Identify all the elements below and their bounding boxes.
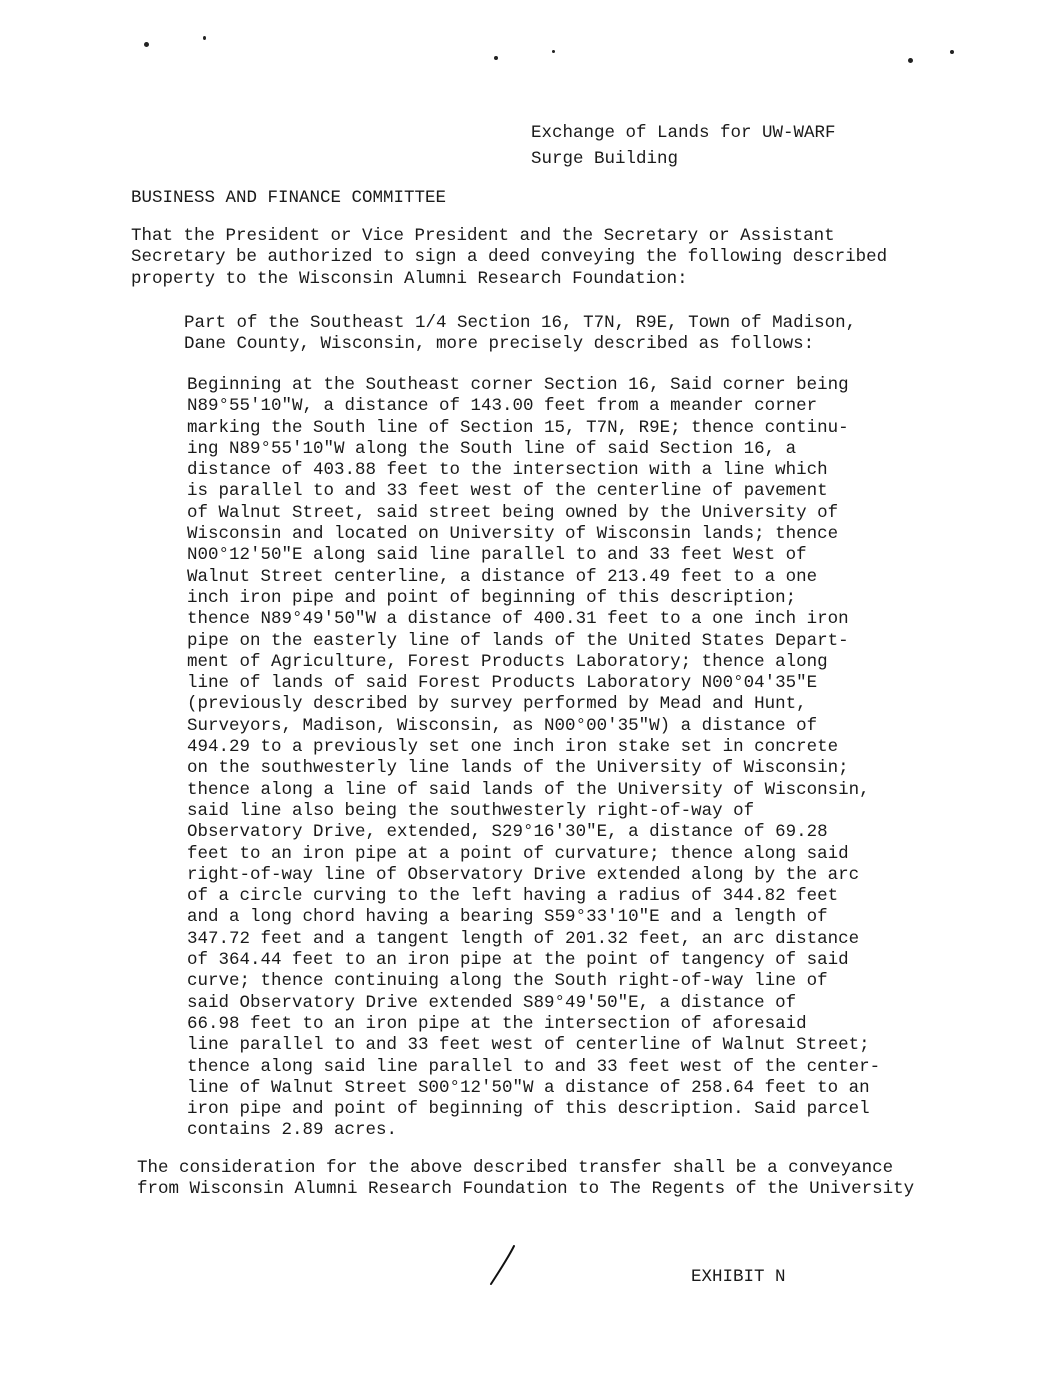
legal-line: distance of 403.88 feet to the intersection with a line which (187, 460, 828, 481)
legal-line: N89°55'10"W, a distance of 143.00 feet from a meander corner (187, 396, 818, 417)
property-line: Part of the Southeast 1/4 Section 16, T7N, R9E, Town of Madison, (184, 313, 857, 333)
exhibit-label: EXHIBIT N (691, 1267, 786, 1287)
scan-speck (203, 36, 206, 40)
title-line-1: Exchange of Lands for UW-WARF (531, 123, 836, 143)
scan-speck (144, 42, 149, 47)
property-line: Dane County, Wisconsin, more precisely described as follows: (184, 334, 815, 355)
legal-line: said line also being the southwesterly right-of-way of (187, 800, 755, 821)
legal-line: feet to an iron pipe at a point of curvature; thence along said (187, 843, 849, 864)
legal-line: marking the South line of Section 15, T7N, R9E; thence continu- (187, 417, 849, 438)
legal-line: Walnut Street centerline, a distance of 213.49 feet to a one (187, 566, 818, 587)
property-paragraph (184, 313, 856, 356)
scan-speck (950, 50, 954, 54)
legal-line: Wisconsin and located on University of Wisconsin lands; thence (187, 524, 839, 545)
scan-speck (494, 56, 498, 60)
scan-speck (552, 50, 555, 53)
title-line-2: Surge Building (531, 149, 679, 169)
legal-line: Observatory Drive, extended, S29°16'30"E, a distance of 69.28 (187, 822, 828, 843)
closing-line: from Wisconsin Alumni Research Foundation to The Regents of the University (137, 1179, 915, 1200)
legal-line: line parallel to and 33 feet west of centerline of Walnut Street; (187, 1035, 870, 1056)
legal-line: N00°12'50"E along said line parallel to and 33 feet West of (187, 545, 807, 566)
legal-line: right-of-way line of Observatory Drive extended along by the arc (187, 864, 860, 885)
legal-line: on the southwesterly line lands of the University of Wisconsin; (187, 758, 849, 779)
legal-line: said Observatory Drive extended S89°49'50"E, a distance of (187, 992, 797, 1013)
legal-line: (previously described by survey performed by Mead and Hunt, (187, 694, 807, 715)
legal-line: contains 2.89 acres. (187, 1120, 398, 1141)
legal-line: ing N89°55'10"W along the South line of said Section 16, a (187, 438, 797, 459)
committee-heading: BUSINESS AND FINANCE COMMITTEE (131, 188, 447, 208)
legal-line: line of Walnut Street S00°12'50"W a distance of 258.64 feet to an (187, 1077, 870, 1098)
legal-line: thence along a line of said lands of the University of Wisconsin, (187, 779, 870, 800)
pen-stroke-mark (488, 1244, 518, 1286)
legal-line: of Walnut Street, said street being owned by the University of (187, 502, 839, 523)
legal-line: iron pipe and point of beginning of this description. Said parcel (187, 1099, 870, 1120)
legal-line: 494.29 to a previously set one inch iron stake set in concrete (187, 737, 839, 758)
legal-line: 66.98 feet to an iron pipe at the intersection of aforesaid (187, 1013, 807, 1034)
intro-line: That the President or Vice President and the Secretary or Assistant (131, 226, 835, 246)
legal-description (187, 375, 880, 1142)
legal-line: 347.72 feet and a tangent length of 201.32 feet, an arc distance (187, 928, 860, 949)
closing-line: The consideration for the above described transfer shall be a conveyance (137, 1158, 894, 1178)
legal-line: thence N89°49'50"W a distance of 400.31 feet to a one inch iron (187, 609, 849, 630)
legal-line: ment of Agriculture, Forest Products Laboratory; thence along (187, 651, 828, 672)
legal-line: curve; thence continuing along the South right-of-way line of (187, 971, 828, 992)
intro-line: property to the Wisconsin Alumni Research Foundation: (131, 268, 688, 289)
legal-line: of 364.44 feet to an iron pipe at the point of tangency of said (187, 950, 849, 971)
legal-line: is parallel to and 33 feet west of the centerline of pavement (187, 481, 828, 502)
legal-line: Beginning at the Southeast corner Section 16, Said corner being (187, 375, 849, 395)
legal-line: pipe on the easterly line of lands of the United States Depart- (187, 630, 849, 651)
legal-line: of a circle curving to the left having a radius of 344.82 feet (187, 886, 839, 907)
legal-line: line of lands of said Forest Products Laboratory N00°04'35"E (187, 673, 818, 694)
intro-line: Secretary be authorized to sign a deed conveying the following described (131, 247, 888, 268)
scan-speck (908, 58, 913, 63)
legal-line: Surveyors, Madison, Wisconsin, as N00°00'35"W) a distance of (187, 715, 818, 736)
legal-line: and a long chord having a bearing S59°33'10"E and a length of (187, 907, 828, 928)
intro-paragraph (131, 226, 887, 290)
document-title (531, 120, 836, 172)
legal-line: inch iron pipe and point of beginning of this description; (187, 587, 797, 608)
closing-paragraph (137, 1158, 914, 1201)
legal-line: thence along said line parallel to and 33 feet west of the center- (187, 1056, 881, 1077)
